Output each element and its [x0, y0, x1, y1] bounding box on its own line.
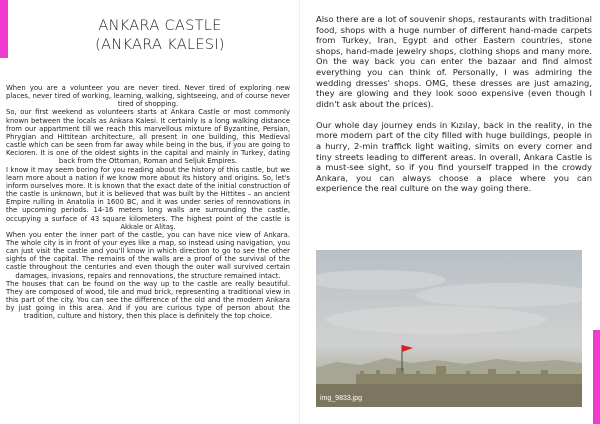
left-paragraph: I know it may seem boring for you reading about the history of this castle, but we learn more about a nation if we know more about its history and origins. So, let's inform ourselves more. It is known that the exact date of the initial construction of the castle is unknown, but it is believed that was built by the Hittites – an ancient Empire rulling in Anatolia in 1600 BC, and it was under series of rennovations in the upcoming periods. 14-16 meters long walls are surrounding the castle, occupying a surface of 43 square kilometers. The highest point of the castle is Akkale or Alitaş. [6, 165, 290, 231]
article-title: ANKARA CASTLE [98, 18, 222, 34]
right-paragraph: Also there are a lot of souvenir shops, restaurants with traditional food, shops with a huge number of different hand-made carpets from Turkey, Iran, Egypt and other Eastern countries, stone shops, hand-made jewelry shops, clothing shops and many more. On the way back you can enter the bazaar and find almost everything you can think of. Personally, I was admiring the wedding dresses' shops. OMG, these dresses are just amazing, they are glowing and they look sooo expensive (even though I didn't ask about the prices). [316, 14, 592, 109]
left-paragraph: So, our first weekend as volunteers starts at Ankara Castle or most commonly known between the locals as Ankara Kalesi. It certainly is a long walking distance from our appartment till we reach this marvellous mixture of Byzantine, Persian, Phrygian and Hittitean architecture, all present in one building, this Medieval castle which can be seen from far away while being in the bus, if you are going to Kecioren. It is one of the oldest sights in the capital and mainly in Turkey, dating back from the Ottoman, Roman and Seljuk Empires. [6, 108, 290, 166]
photo-caption: img_9833.jpg [320, 395, 363, 402]
right-column-text [316, 14, 592, 205]
right-paragraph: Our whole day journey ends in Kızılay, back in the reality, in the more modern part of the city filled with huge buildings, people in a hurry, 2-min traffick light waiting, simits on every corner and tiny streets leading to different areas. In overall, Ankara Castle is a must-see sight, so if you find yourself trapped in the crowdy Ankara, you can always choose a place where you can experience the real culture on the way going there. [316, 119, 592, 194]
castle-illustration [316, 250, 582, 407]
left-column-text [6, 84, 290, 321]
page-gutter [299, 0, 300, 424]
left-paragraph: When you are a volunteer you are never tired. Never tired of exploring new places, never tired of working, learning, walking, sightseeing, and of course never tired of shopping. [6, 84, 290, 109]
pink-tab-bottom [593, 330, 600, 424]
left-paragraph: When you enter the inner part of the castle, you can have nice view of Ankara. The whole city is in front of your eyes like a map, so instead using navigation, you can just visit the castle and you'll know in which direction to go to see the other sights of the capital. The remains of the walls are a proof of the survival of the castle throughout the centuries and even though the outer wall survived certain damages, invasions, repairs and rennovations, the structure remained intact. [6, 230, 290, 280]
article-subtitle: (ANKARA KALESI) [95, 37, 225, 53]
castle-photo [316, 250, 582, 407]
left-paragraph: The houses that can be found on the way up to the castle are really beautiful. They are composed of wood, tile and mud brick, representing a traditional view in this part of the city. You can see the difference of the old and the modern Ankara by just going in this area. And if you are curious type of person about the tradition, culture and history, then this place is definitely the top choice. [6, 279, 290, 321]
pink-tab-top [0, 0, 8, 58]
